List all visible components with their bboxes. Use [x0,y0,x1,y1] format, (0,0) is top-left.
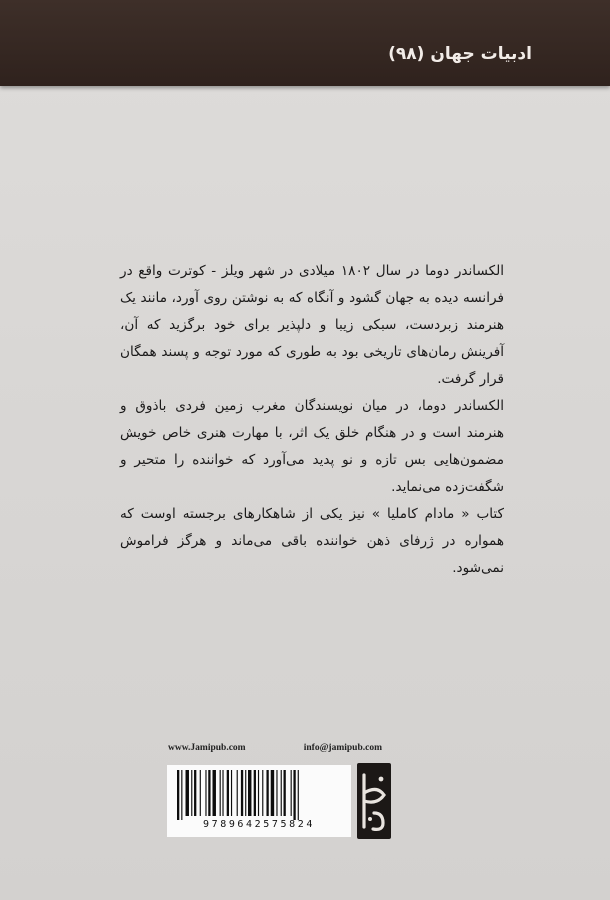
barcode-bar [194,770,196,816]
barcode-bar [266,770,268,816]
barcode-bar [186,770,189,816]
barcode-bar [208,770,210,816]
barcode-bar [181,770,182,820]
publisher-email: info@jamipub.com [303,743,382,753]
series-band [0,0,610,86]
publisher-website: www.Jamipub.com [168,743,246,753]
barcode-bar [258,770,259,816]
barcode-bar [298,770,299,820]
barcode-bar [241,770,243,816]
barcode-bar [293,770,295,820]
barcode-bar [248,770,251,816]
barcode-bar [213,770,216,816]
barcode-bar [271,770,274,816]
barcode-bar [231,770,232,816]
barcode-bar [177,770,179,820]
isbn-barcode [167,765,351,837]
barcode-bar [222,770,223,816]
barcode-bar [291,770,292,816]
barcode-bar [191,770,192,816]
blurb-paragraph: الکساندر دوما در سال ۱۸۰۲ میلادی در شهر ویلز - کوترت واقع در فرانسه دیده به جهان گشود و آنگاه که به نوشتن روی آورد، مانند یک هنرمند زبردست، سبکی زیبا و دلپذیر برای خود برگزید که آن، آفرینش رمان‌های تاریخی بود به طوری که مورد توجه و پسند همگان قرار گرفت. [120,263,505,387]
barcode-bar [262,770,263,816]
barcode-bar [200,770,201,816]
barcode-bar [227,770,229,816]
barcode-bar [281,770,282,816]
blurb-paragraph: کتاب « مادام کاملیا » نیز یکی از شاهکارهای برجسته اوست که همواره در ژرفای ذهن خواننده باقی می‌ماند و هرگز فراموش نمی‌شود. [120,506,504,576]
barcode-bar [276,770,277,816]
barcode-bar [220,770,221,816]
barcode-bar [254,770,256,816]
publisher-logo-icon [357,763,391,839]
blurb-paragraph: الکساندر دوما، در میان نویسندگان مغرب زمین فردی باذوق و هنرمند است و در هنگام خلق یک اثر، با مهارت هنری خاص خویش مضمون‌هایی بس تازه و نو پدید می‌آورد که خواننده را متحیر و شگفت‌زده می‌نماید. [120,398,504,495]
series-title: ادبیات جهان (۹۸) [388,44,532,64]
blurb-text [120,258,504,582]
barcode-bar [245,770,246,816]
barcode-bar [284,770,286,816]
barcode-bars [175,770,343,820]
publisher-contact [168,743,382,753]
isbn-number: 9789642575824 [202,819,316,830]
barcode-bar [237,770,238,816]
barcode-bar [205,770,206,816]
